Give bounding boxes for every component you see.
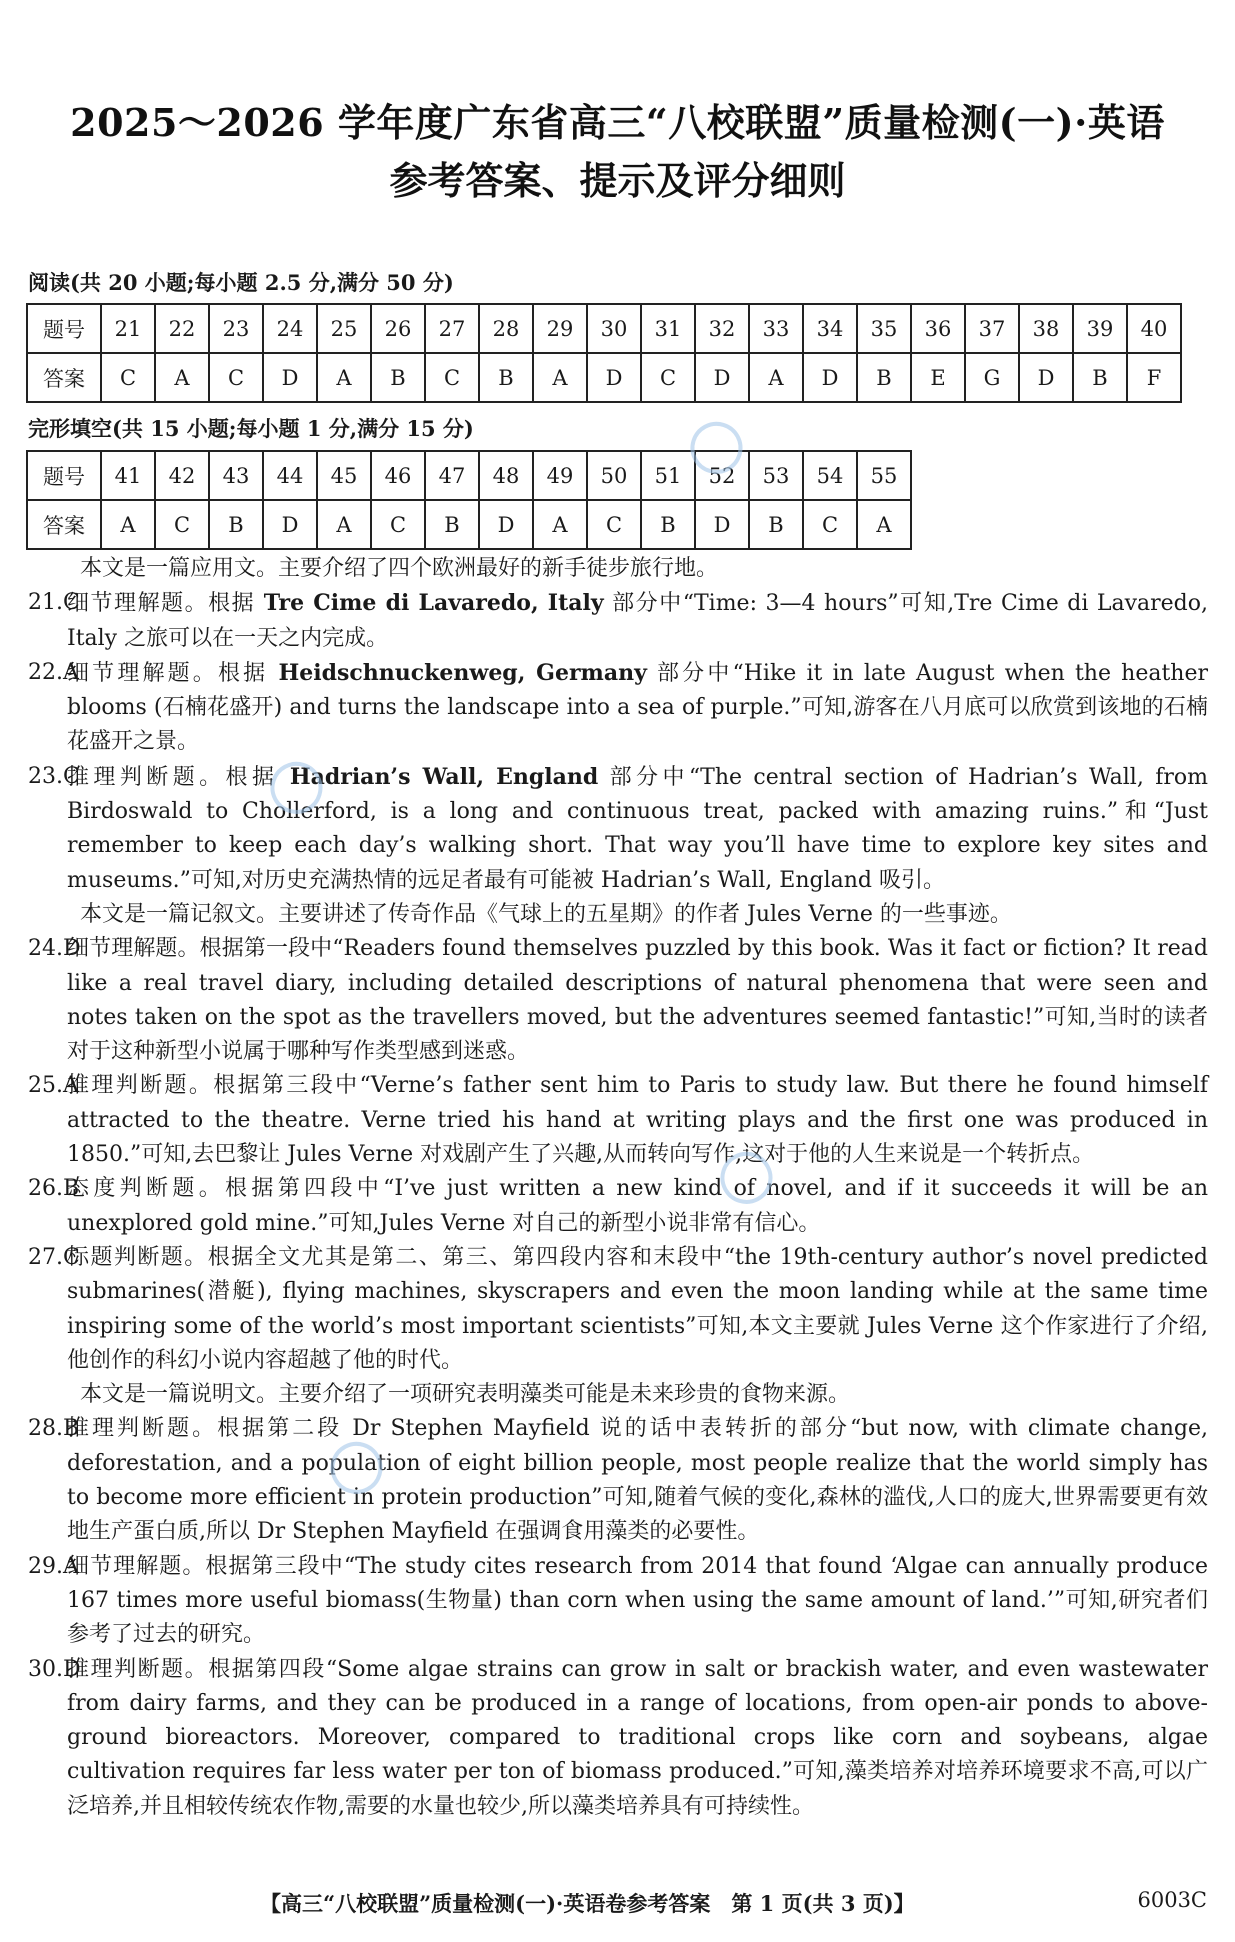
question-number-cell: 21: [101, 304, 155, 353]
question-number-cell: 28: [479, 304, 533, 353]
question-number-cell: 55: [857, 451, 911, 500]
explanation-29: 29.A 细节理解题。根据第三段中“The study cites research from 2014 that found ‘Algae can annually produce 167 times more useful biomass(生物量) than corn when using the same amount of land.’”可知,研究者们参考了过去的研究。: [30, 1550, 1208, 1653]
answer-cell: F: [1127, 353, 1181, 402]
question-number-cell: 40: [1127, 304, 1181, 353]
answer-cell: D: [587, 353, 641, 402]
footer-title: 【高三“八校联盟”质量检测(一)·英语卷参考答案 第 1 页(共 3 页)】: [260, 1891, 915, 1916]
answer-cell: A: [533, 353, 587, 402]
explanation-23: 23.C 推理判断题。根据 Hadrian’s Wall, England 部分中“The central section of Hadrian’s Wall, from Birdoswald to Chollerford, is a long and continuous treat, packed with amazing ruins.”和“Just remember to keep each day’s walking short. That way you’ll have time to explore key sites and museums.”可知,对历史充满热情的远足者最有可能被 Hadrian’s Wall, England 吸引。: [30, 760, 1208, 898]
question-number: 28.B: [28, 1416, 80, 1442]
question-number-cell: 25: [317, 304, 371, 353]
answer-cell: A: [857, 500, 911, 549]
question-number-cell: 30: [587, 304, 641, 353]
question-number: 22.A: [28, 659, 79, 685]
question-number-cell: 33: [749, 304, 803, 353]
answer-cell: E: [911, 353, 965, 402]
answer-cell: C: [101, 353, 155, 402]
answer-cell: D: [263, 500, 317, 549]
question-number-cell: 53: [749, 451, 803, 500]
answer-cell: C: [587, 500, 641, 549]
question-number-cell: 26: [371, 304, 425, 353]
question-number: 21.C: [28, 590, 80, 616]
explanation-26: 26.B 态度判断题。根据第四段中“I’ve just written a new kind of novel, and if it succeeds it will be an unexplored gold mine.”可知,Jules Verne 对自己的新型小说非常有信心。: [30, 1172, 1208, 1241]
question-number-cell: 41: [101, 451, 155, 500]
question-number-cell: 54: [803, 451, 857, 500]
answer-cell: D: [695, 500, 749, 549]
question-number-cell: 37: [965, 304, 1019, 353]
reading-answer-table: [26, 303, 1182, 403]
reading-section-label: 阅读(共 20 小题;每小题 2.5 分,满分 50 分): [28, 270, 454, 295]
cloze-answer-table: [26, 450, 912, 550]
passage-b-intro: 本文是一篇记叙文。主要讲述了传奇作品《气球上的五星期》的作者 Jules Verne 的一些事迹。: [80, 901, 1012, 927]
answer-cell: B: [479, 353, 533, 402]
explanation-21: 21.C 细节理解题。根据 Tre Cime di Lavaredo, Italy 部分中“Time: 3—4 hours”可知,Tre Cime di Lavaredo, Italy 之旅可以在一天之内完成。: [30, 586, 1208, 656]
question-number-cell: 44: [263, 451, 317, 500]
page-title: 2025～2026 学年度广东省高三“八校联盟”质量检测(一)·英语: [70, 100, 1165, 145]
question-number-cell: 35: [857, 304, 911, 353]
answer-cell: C: [371, 500, 425, 549]
explanation-22: 22.A 细节理解题。根据 Heidschnuckenweg, Germany 部分中“Hike it in late August when the heather blooms (石楠花盛开) and turns the landscape into a sea of purple.”可知,游客在八月底可以欣赏到该地的石楠花盛开之景。: [30, 656, 1208, 760]
answer-cell: B: [749, 500, 803, 549]
passage-c-intro: 本文是一篇说明文。主要介绍了一项研究表明藻类可能是未来珍贵的食物来源。: [80, 1382, 851, 1408]
answer-cell: B: [425, 500, 479, 549]
question-number-cell: 52: [695, 451, 749, 500]
question-number-cell: 47: [425, 451, 479, 500]
answer-cell: B: [641, 500, 695, 549]
reading-num-row: [27, 304, 1181, 353]
answer-cell: D: [263, 353, 317, 402]
question-number: 30.D: [28, 1656, 81, 1682]
answer-cell: C: [155, 500, 209, 549]
passage-a-intro: 本文是一篇应用文。主要介绍了四个欧洲最好的新手徒步旅行地。: [80, 556, 719, 581]
answer-cell: A: [101, 500, 155, 549]
question-number-cell: 43: [209, 451, 263, 500]
question-number-cell: 22: [155, 304, 209, 353]
question-number-cell: 42: [155, 451, 209, 500]
question-number-cell: 34: [803, 304, 857, 353]
answer-cell: B: [371, 353, 425, 402]
question-number-cell: 27: [425, 304, 479, 353]
question-number-cell: 29: [533, 304, 587, 353]
question-number: 26.B: [28, 1176, 80, 1202]
answer-cell: D: [1019, 353, 1073, 402]
explanation-28: 28.B 推理判断题。根据第二段 Dr Stephen Mayfield 说的话中表转折的部分“but now, with climate change, deforestation, and a population of eight billion people, most people realize that the world simply has to become more efficient in protein production”可知,随着气候的变化,森林的滥伐,人口的庞大,世界需要更有效地生产蛋白质,所以 Dr Stephen Mayfield 在强调食用藻类的必要性。: [30, 1412, 1208, 1549]
question-number: 27.C: [28, 1244, 80, 1270]
question-number: 23.C: [28, 763, 80, 789]
explanations: [30, 552, 1208, 1824]
question-number-cell: 38: [1019, 304, 1073, 353]
answer-cell: B: [209, 500, 263, 549]
answer-cell: A: [533, 500, 587, 549]
page-subtitle: 参考答案、提示及评分细则: [389, 158, 846, 203]
answer-cell: D: [695, 353, 749, 402]
row-label: 答案: [27, 500, 101, 549]
answer-cell: A: [317, 500, 371, 549]
explanation-25: 25.A 推理判断题。根据第三段中“Verne’s father sent him to Paris to study law. But there he found himself attracted to the theatre. Verne tried his hand at writing plays and the first one was produced in 1850.”可知,去巴黎让 Jules Verne 对戏剧产生了兴趣,从而转向写作,这对于他的人生来说是一个转折点。: [30, 1069, 1208, 1172]
footer-code: 6003C: [1137, 1888, 1207, 1912]
answer-cell: C: [209, 353, 263, 402]
answer-cell: B: [1073, 353, 1127, 402]
question-number-cell: 46: [371, 451, 425, 500]
answer-cell: A: [155, 353, 209, 402]
explanation-30: 30.D 推理判断题。根据第四段“Some algae strains can grow in salt or brackish water, and even wastewater from dairy farms, and they can be produced in a range of locations, from open-air ponds to above-ground bioreactors. Moreover, compared to traditional crops like corn and soybeans, algae cultivation requires far less water per ton of biomass produced.”可知,藻类培养对培养环境要求不高,可以广泛培养,并且相较传统农作物,需要的水量也较少,所以藻类培养具有可持续性。: [30, 1653, 1208, 1824]
answer-cell: D: [803, 353, 857, 402]
cloze-section-label: 完形填空(共 15 小题;每小题 1 分,满分 15 分): [28, 416, 474, 441]
question-number-cell: 32: [695, 304, 749, 353]
question-number-cell: 51: [641, 451, 695, 500]
cloze-answer-row: [27, 500, 911, 549]
answer-cell: A: [749, 353, 803, 402]
reading-answer-row: [27, 353, 1181, 402]
row-label: 题号: [27, 451, 101, 500]
question-number-cell: 48: [479, 451, 533, 500]
answer-cell: C: [425, 353, 479, 402]
question-number: 29.A: [28, 1553, 79, 1579]
explanation-24: 24.D 细节理解题。根据第一段中“Readers found themselves puzzled by this book. Was it fact or fiction? It read like a real travel diary, including detailed descriptions of natural phenomena that were seen and notes taken on the spot as the travellers moved, but the adventures seemed fantastic!”可知,当时的读者对于这种新型小说属于哪种写作类型感到迷惑。: [30, 932, 1208, 1069]
row-label: 答案: [27, 353, 101, 402]
explanation-27: 27.C 标题判断题。根据全文尤其是第二、第三、第四段内容和末段中“the 19th-century author’s novel predicted submarines(潜艇), flying machines, skyscrapers and even the moon landing while at the same time inspiring some of the world’s most important scientists”可知,本文主要就 Jules Verne 这个作家进行了介绍,他创作的科幻小说内容超越了他的时代。: [30, 1241, 1208, 1378]
answer-cell: C: [641, 353, 695, 402]
question-number-cell: 23: [209, 304, 263, 353]
question-number-cell: 31: [641, 304, 695, 353]
row-label: 题号: [27, 304, 101, 353]
cloze-num-row: [27, 451, 911, 500]
question-number: 25.A: [28, 1073, 79, 1099]
question-number: 24.D: [28, 936, 81, 962]
answer-cell: A: [317, 353, 371, 402]
question-number-cell: 50: [587, 451, 641, 500]
question-number-cell: 24: [263, 304, 317, 353]
question-number-cell: 45: [317, 451, 371, 500]
question-number-cell: 39: [1073, 304, 1127, 353]
question-number-cell: 49: [533, 451, 587, 500]
answer-cell: B: [857, 353, 911, 402]
answer-cell: C: [803, 500, 857, 549]
question-number-cell: 36: [911, 304, 965, 353]
answer-cell: D: [479, 500, 533, 549]
answer-cell: G: [965, 353, 1019, 402]
